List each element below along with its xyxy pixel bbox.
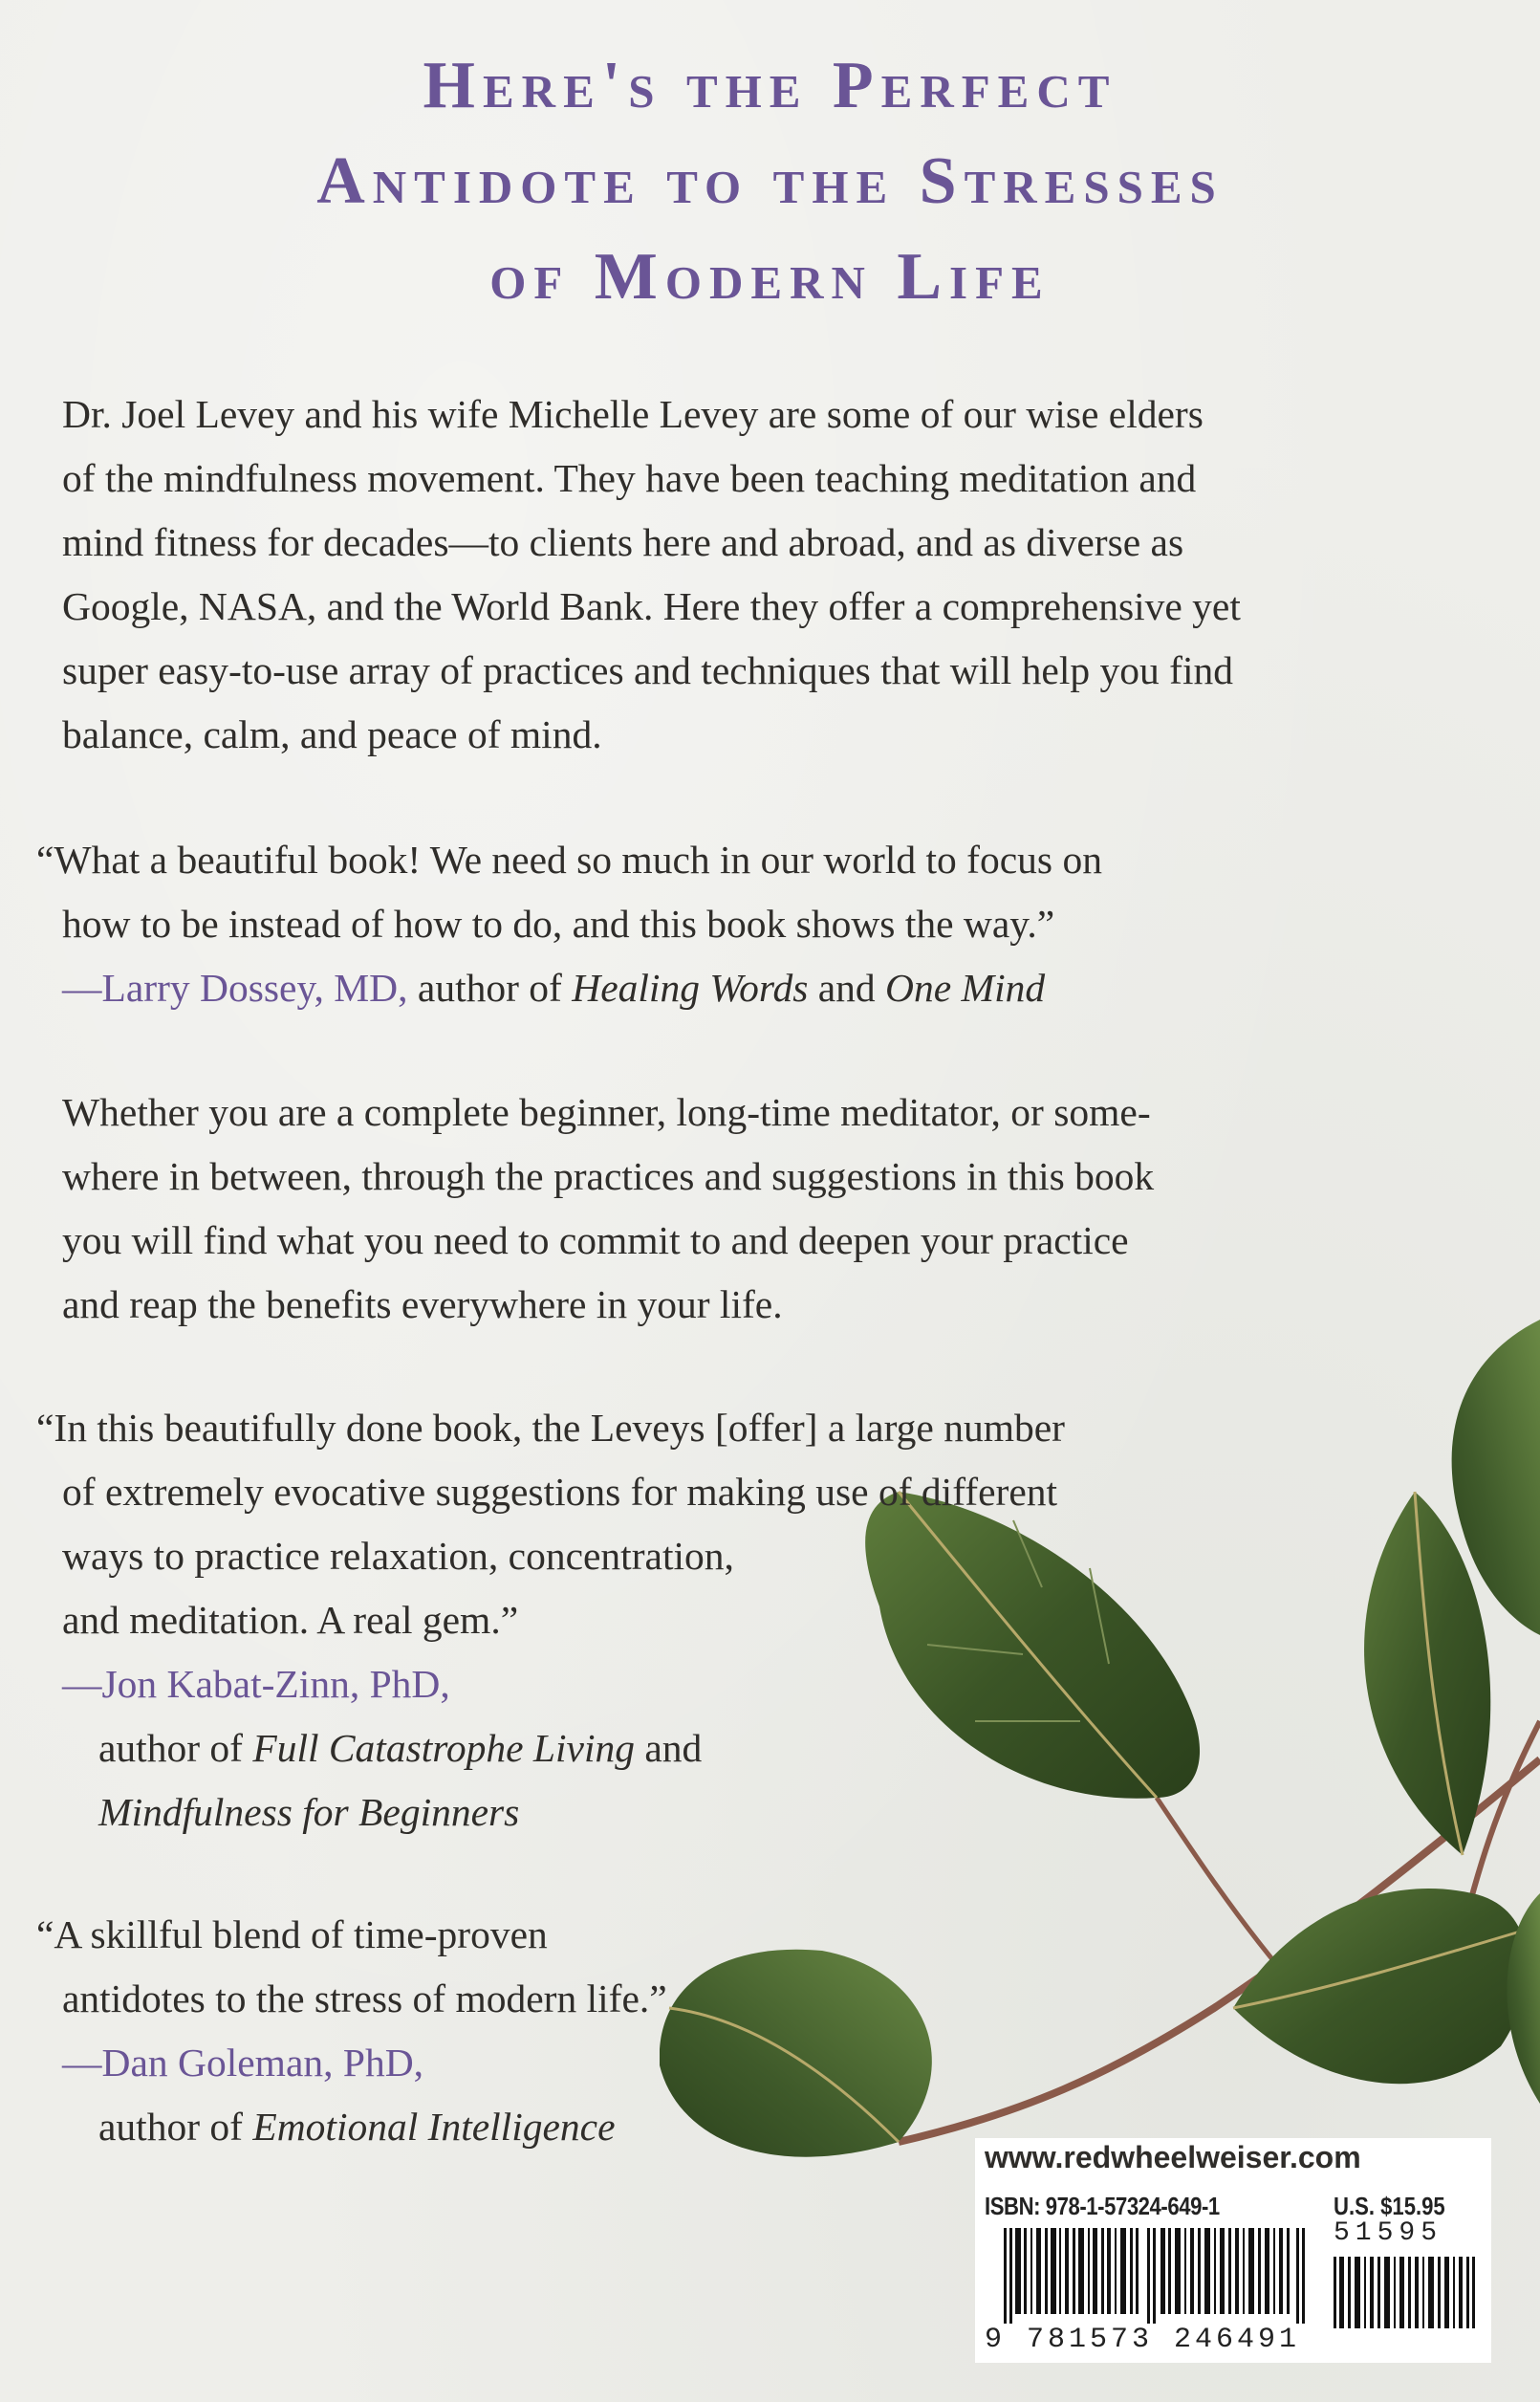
book-title: Emotional Intelligence: [252, 2105, 616, 2149]
quote-attribution: [36, 1780, 1065, 1845]
book-title: One Mind: [885, 966, 1046, 1010]
attribution-name: Larry Dossey, MD,: [101, 966, 408, 1010]
para-line: where in between, through the practices and suggestions in this book: [62, 1154, 1155, 1198]
intro-line: mind fitness for decades—to clients here and abroad, and as diverse as: [62, 520, 1184, 564]
barcode-icon: [1004, 2228, 1310, 2324]
intro-line: Dr. Joel Levey and his wife Michelle Levey are some of our wise elders: [62, 392, 1204, 436]
intro-line: balance, calm, and peace of mind.: [62, 712, 602, 756]
quote-line: how to be instead of how to do, and this book shows the way.”: [62, 902, 1055, 946]
attribution-author-of: author of: [98, 2105, 253, 2149]
attribution-author-of: author of: [407, 966, 573, 1010]
para-line: Whether you are a complete beginner, long-time meditator, or some-: [62, 1090, 1151, 1134]
para-line: you will find what you need to commit to and deepen your practice: [62, 1218, 1129, 1262]
attribution-name: —Dan Goleman, PhD,: [62, 2041, 424, 2085]
quote-goleman: [36, 1903, 667, 2159]
quote-line: “In this beautifully done book, the Leveys [offer] a large number: [36, 1406, 1065, 1450]
publisher-url[interactable]: www.redwheelweiser.com: [985, 2140, 1361, 2174]
attribution-and: and: [634, 1726, 703, 1770]
attribution-author-of: author of: [98, 1726, 253, 1770]
quote-line: and meditation. A real gem.”: [62, 1598, 519, 1642]
intro-line: Google, NASA, and the World Bank. Here they offer a comprehensive yet: [62, 584, 1241, 628]
body-paragraph-2: [62, 1081, 1458, 1337]
book-title: Healing Words: [572, 966, 809, 1010]
intro-paragraph: [62, 382, 1458, 767]
intro-line: super easy-to-use array of practices and techniques that will help you find: [62, 648, 1233, 692]
isbn-label: ISBN: 978-1-57324-649-1: [985, 2192, 1220, 2220]
intro-line: of the mindfulness movement. They have been teaching meditation and: [62, 456, 1197, 500]
quote-line: “A skillful blend of time-proven: [36, 1912, 548, 1956]
quote-line: ways to practice relaxation, concentration,: [62, 1534, 734, 1578]
quote-attribution: [36, 1716, 1065, 1780]
quote-line: “What a beautiful book! We need so much in our world to focus on: [36, 838, 1102, 882]
price-code: 51595: [1334, 2218, 1443, 2248]
attribution-dash: —: [62, 966, 102, 1010]
price-label: U.S. $15.95: [1334, 2192, 1445, 2220]
attribution-name: —Jon Kabat-Zinn, PhD,: [62, 1662, 450, 1706]
quote-line: of extremely evocative suggestions for making use of different: [62, 1470, 1058, 1514]
quote-attribution: [36, 2095, 667, 2159]
ean-digits: 9 781573 246491: [985, 2324, 1301, 2356]
para-line: and reap the benefits everywhere in your life.: [62, 1282, 783, 1326]
book-title: Mindfulness for Beginners: [98, 1790, 520, 1834]
headline: [0, 38, 1540, 325]
quote-dossey: [36, 828, 1102, 1020]
quote-attribution: [36, 956, 1102, 1020]
price-barcode-icon: [1334, 2257, 1477, 2328]
quote-kabat-zinn: [36, 1396, 1065, 1845]
quote-line: antidotes to the stress of modern life.”: [62, 1976, 667, 2020]
headline-line-2: Antidote to the Stresses: [316, 144, 1224, 218]
headline-line-3: of Modern Life: [489, 240, 1051, 314]
headline-line-1: Here's the Perfect: [423, 49, 1117, 122]
attribution-and: and: [808, 966, 886, 1010]
book-title: Full Catastrophe Living: [252, 1726, 635, 1770]
